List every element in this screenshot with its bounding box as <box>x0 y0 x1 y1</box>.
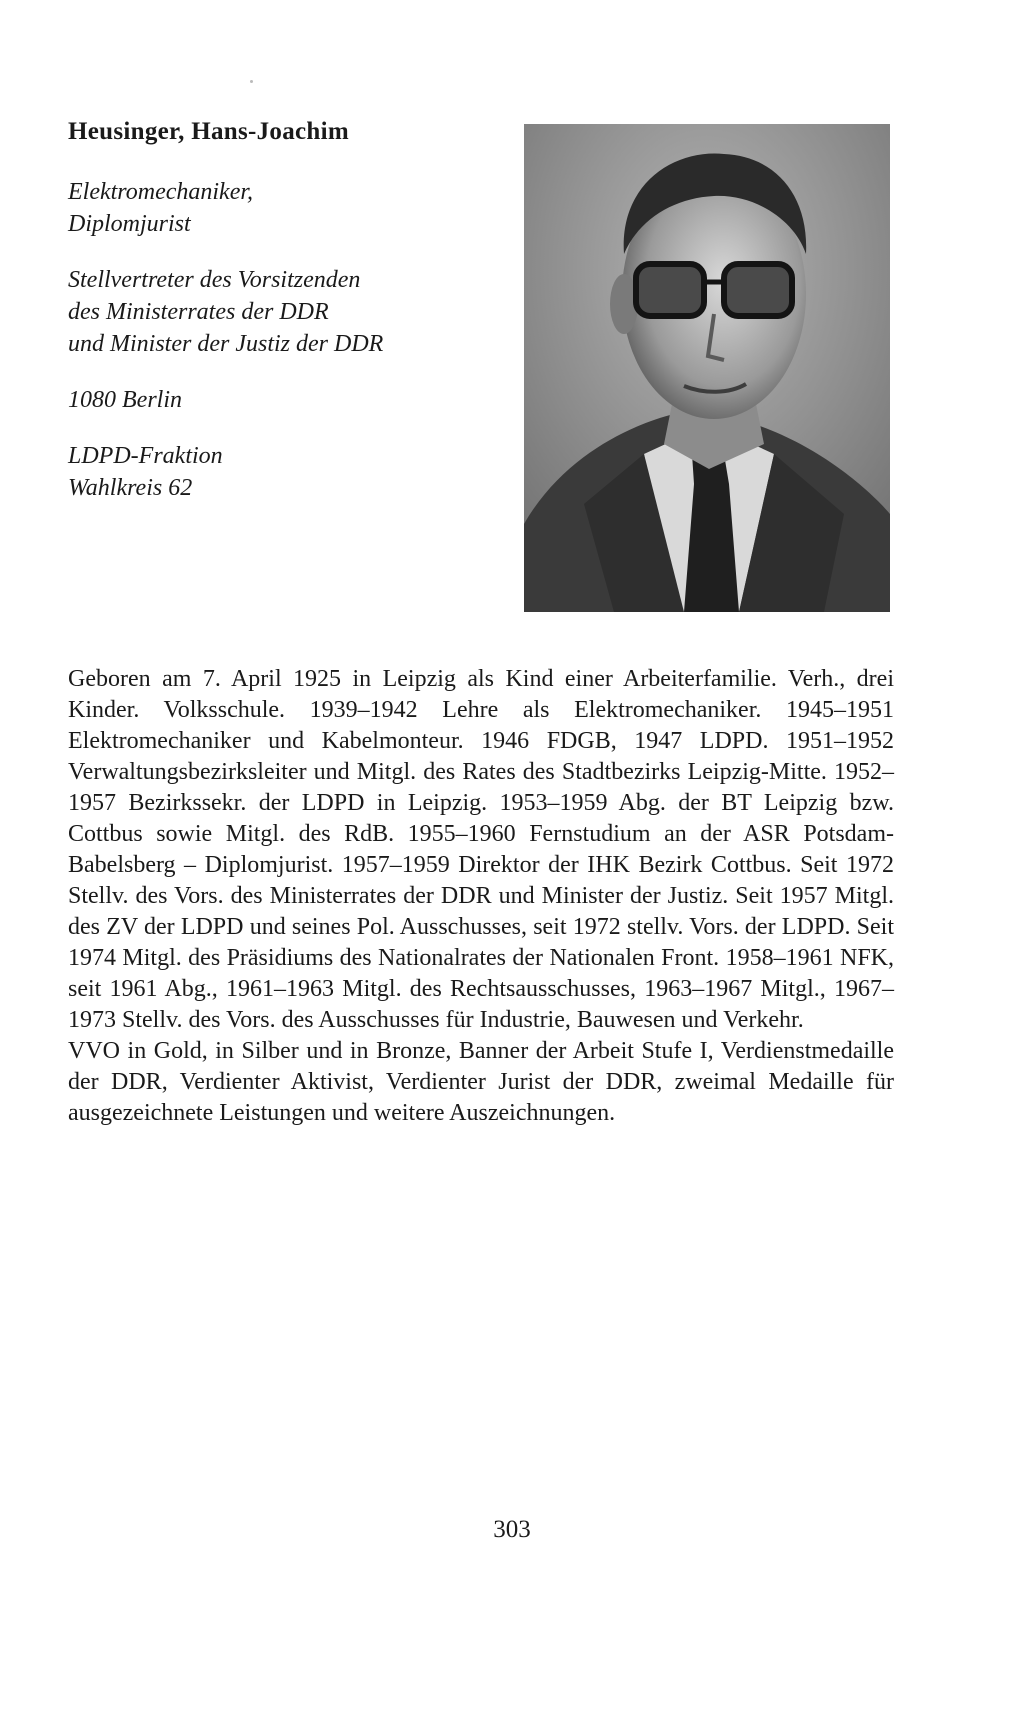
faction-line: LDPD-Fraktion <box>68 443 223 469</box>
portrait-photo <box>524 124 890 612</box>
page-number: 303 <box>493 1516 531 1543</box>
print-speck <box>250 80 253 83</box>
person-name: Heusinger, Hans-Joachim <box>68 118 349 145</box>
position <box>68 264 508 360</box>
person-info <box>68 176 508 528</box>
position-line: Stellvertreter des Vorsitzenden <box>68 267 361 293</box>
location <box>68 384 508 416</box>
position-line: und Minister der Justiz der DDR <box>68 331 384 357</box>
profession <box>68 176 508 240</box>
position-line: des Ministerrates der DDR <box>68 299 329 325</box>
faction-line: Wahlkreis 62 <box>68 475 193 501</box>
profession-line: Diplomjurist <box>68 211 191 237</box>
biography-paragraph: VVO in Gold, in Silber und in Bronze, Banner der Arbeit Stufe I, Verdienstmedaille der DDR, Verdienter Aktivist, Verdienter Jurist der DDR, zweimal Medaille für ausgezeichnete Leistungen und weitere Auszeichnungen. <box>68 1038 894 1126</box>
portrait-photo-icon <box>524 124 890 612</box>
location-line: 1080 Berlin <box>68 387 182 413</box>
profession-line: Elektromechaniker, <box>68 179 254 205</box>
biography-paragraph: Geboren am 7. April 1925 in Leipzig als Kind einer Arbeiterfamilie. Verh., drei Kinder. Volksschule. 1939–1942 Lehre als Elektromechaniker. 1945–1951 Elektromechaniker und Kabelmonteur. 1946 FDGB, 1947 LDPD. 1951–1952 Verwaltungsbezirksleiter und Mitgl. des Rates des Stadtbezirks Leipzig-Mitte. 1952–1957 Bezirkssekr. der LDPD in Leipzig. 1953–1959 Abg. der BT Leipzig bzw. Cottbus sowie Mitgl. des RdB. 1955–1960 Fernstudium an der ASR Potsdam-Babelsberg – Diplomjurist. 1957–1959 Direktor der IHK Bezirk Cottbus. Seit 1972 Stellv. des Vors. des Ministerrates der DDR und Minister der Justiz. Seit 1957 Mitgl. des ZV der LDPD und seines Pol. Ausschusses, seit 1972 stellv. Vors. der LDPD. Seit 1974 Mitgl. des Präsidiums des Nationalrates der Nationalen Front. 1958–1961 NFK, seit 1961 Abg., 1961–1963 Mitgl. des Rechtsausschusses, 1963–1967 Mitgl., 1967–1973 Stellv. des Vors. des Ausschusses für Industrie, Bauwesen und Verkehr. <box>68 666 894 1033</box>
faction <box>68 440 508 504</box>
biography <box>68 664 894 1129</box>
